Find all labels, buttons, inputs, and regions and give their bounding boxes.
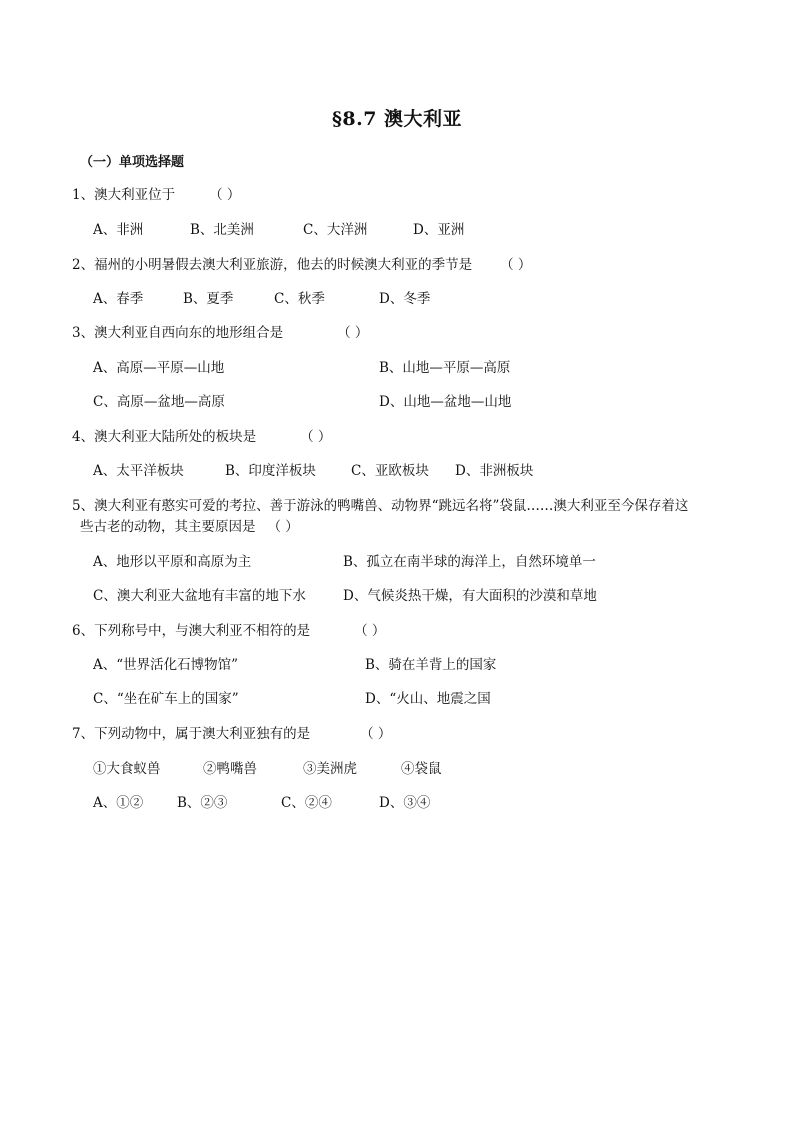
option-b: B、孤立在南半球的海洋上，自然环境单一 [343, 554, 596, 570]
option-b: B、②③ [177, 795, 228, 811]
page-title: §8.7 澳大利亚 [331, 108, 463, 130]
question-4-stem: 4、澳大利亚大陆所处的板块是 [72, 429, 257, 445]
option-c: C、亚欧板块 [351, 463, 429, 479]
question-5-stem-cont [80, 518, 299, 536]
question-5-stem: 5、澳大利亚有憨实可爱的考拉、善于游泳的鸭嘴兽、动物界“跳远名将”袋鼠……澳大利亚至今保存着这 [72, 498, 689, 514]
option-c: C、澳大利亚大盆地有丰富的地下水 [93, 588, 306, 604]
option-d: D、③④ [379, 795, 431, 811]
item-4: ④袋鼠 [401, 761, 442, 777]
option-c: C、“坐在矿车上的国家” [93, 691, 239, 707]
option-d: D、亚洲 [413, 222, 465, 238]
option-a: A、春季 [93, 291, 144, 307]
option-d: D、“火山、地震之国 [365, 691, 491, 707]
option-d: D、冬季 [379, 291, 431, 307]
option-c: C、高原—盆地—高原 [93, 394, 225, 410]
option-a: A、太平洋板块 [93, 463, 184, 479]
option-b: B、山地—平原—高原 [379, 360, 511, 376]
answer-paren: （ ） [360, 726, 392, 742]
option-b: B、夏季 [183, 291, 234, 307]
item-2: ②鸭嘴兽 [203, 761, 257, 777]
option-c: C、秋季 [274, 291, 325, 307]
item-1: ①大食蚁兽 [93, 761, 161, 777]
answer-paren: （ ） [209, 187, 241, 203]
question-6 [72, 622, 385, 640]
option-a: A、地形以平原和高原为主 [93, 554, 252, 570]
answer-paren: （ ） [267, 519, 299, 535]
question-4 [72, 428, 331, 446]
option-c: C、大洋洲 [303, 222, 368, 238]
item-3: ③美洲虎 [303, 761, 357, 777]
option-c: C、②④ [281, 795, 332, 811]
answer-paren: （ ） [354, 623, 386, 639]
option-a: A、高原—平原—山地 [93, 360, 225, 376]
option-b: B、骑在羊背上的国家 [365, 657, 497, 673]
question-5-stem-line2: 些古老的动物，其主要原因是 [80, 519, 256, 535]
question-6-stem: 6、下列称号中，与澳大利亚不相符的是 [72, 623, 311, 639]
option-a: A、“世界活化石博物馆” [93, 657, 239, 673]
question-2-stem: 2、福州的小明暑假去澳大利亚旅游，他去的时候澳大利亚的季节是 [72, 257, 473, 273]
option-d: D、非洲板块 [455, 463, 534, 479]
question-7 [72, 725, 391, 743]
option-d: D、气候炎热干燥，有大面积的沙漠和草地 [343, 588, 597, 604]
answer-paren: （ ） [300, 429, 332, 445]
option-a: A、非洲 [93, 222, 144, 238]
option-d: D、山地—盆地—山地 [379, 394, 512, 410]
question-7-stem: 7、下列动物中，属于澳大利亚独有的是 [72, 726, 311, 742]
question-3 [72, 324, 368, 342]
option-b: B、北美洲 [190, 222, 254, 238]
question-1 [72, 186, 240, 204]
option-b: B、印度洋板块 [225, 463, 316, 479]
question-3-stem: 3、澳大利亚自西向东的地形组合是 [72, 325, 284, 341]
question-5 [72, 497, 688, 515]
answer-paren: （ ） [500, 257, 532, 273]
question-2 [72, 256, 531, 274]
answer-paren: （ ） [337, 325, 369, 341]
question-1-stem: 1、澳大利亚位于 [72, 187, 176, 203]
section-heading: （一）单项选择题 [80, 155, 185, 170]
option-a: A、①② [93, 795, 144, 811]
